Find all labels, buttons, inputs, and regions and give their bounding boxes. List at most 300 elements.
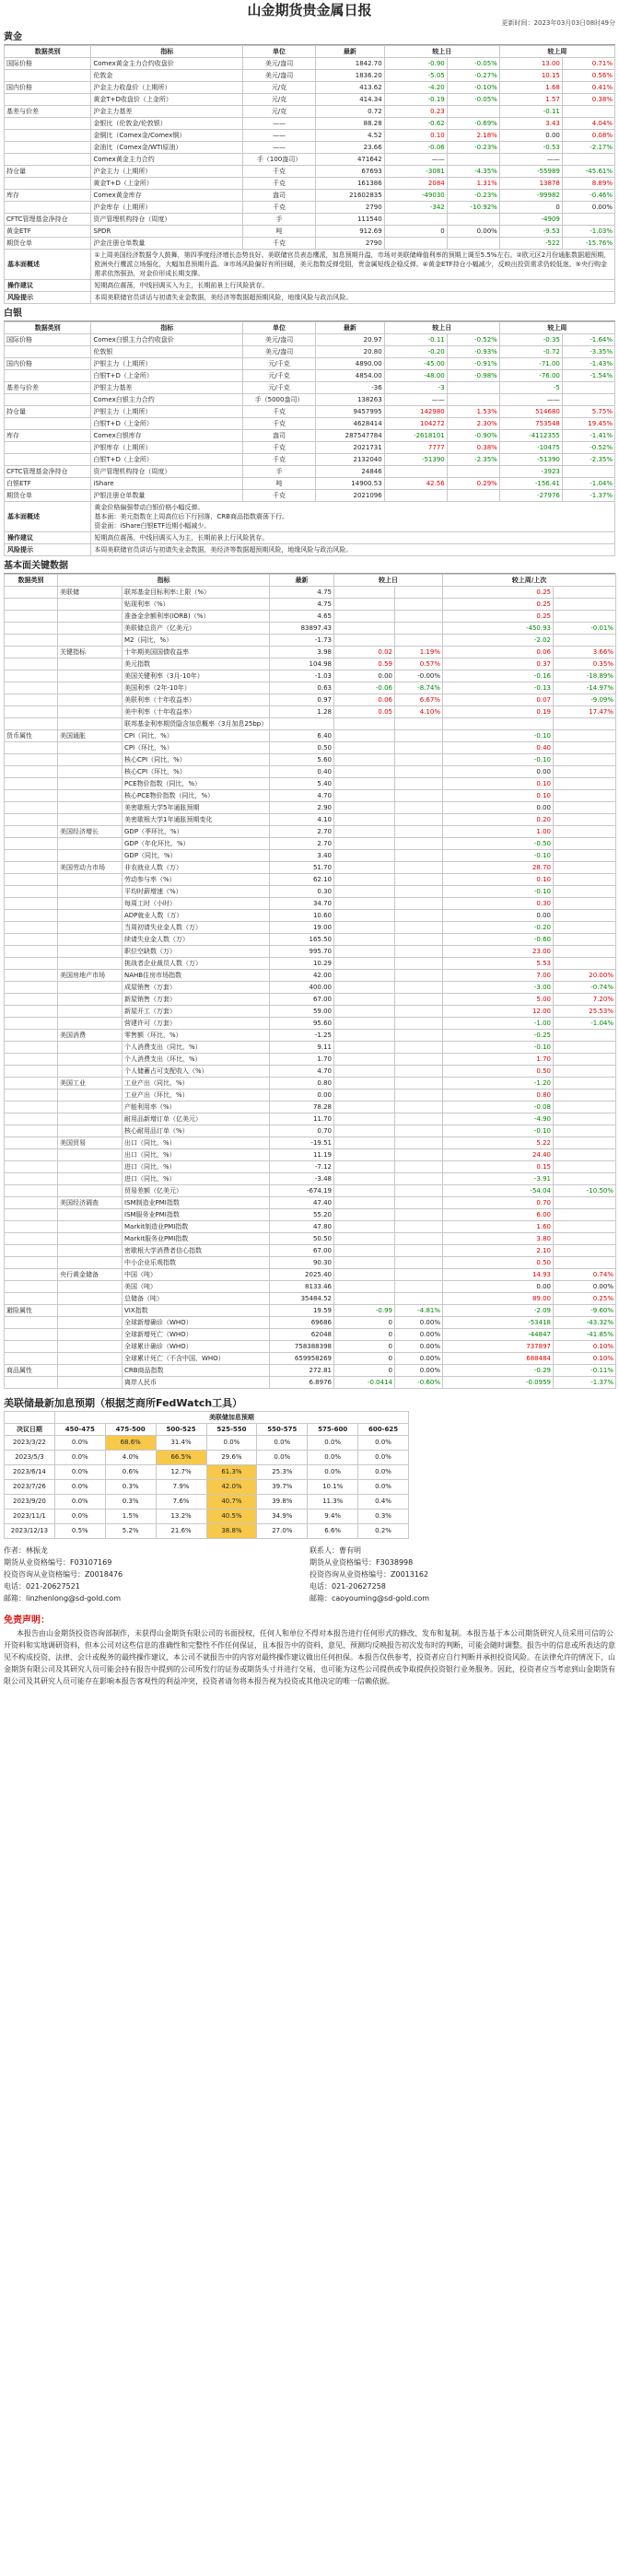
author-block xyxy=(4,1544,615,1604)
table-row xyxy=(5,1341,616,1353)
table-cell xyxy=(554,1209,616,1221)
table-cell xyxy=(395,862,443,874)
table-cell xyxy=(58,814,123,826)
table-cell xyxy=(554,1042,616,1054)
table-cell: 2.18% xyxy=(447,130,499,142)
table-cell: -1.03% xyxy=(562,226,614,238)
table-cell: -0.0959 xyxy=(443,1377,554,1389)
table-cell xyxy=(395,1293,443,1305)
table-cell: 3.66% xyxy=(554,647,616,659)
table-row xyxy=(5,970,616,982)
table-cell xyxy=(554,1245,616,1257)
table-cell: 0.00% xyxy=(554,1281,616,1293)
table-cell xyxy=(395,802,443,814)
table-cell: 0.00 xyxy=(443,802,554,814)
table-cell xyxy=(58,1149,123,1161)
table-cell: 白银T+D（上金所） xyxy=(91,454,243,466)
table-cell xyxy=(554,1233,616,1245)
table-cell xyxy=(384,238,447,250)
table-cell xyxy=(395,718,443,730)
disclaimer-title: 免责声明： xyxy=(4,1615,50,1626)
table-row xyxy=(5,70,615,82)
table-cell: 7777 xyxy=(384,442,447,454)
table-cell xyxy=(5,142,91,154)
table-cell: -5.05 xyxy=(384,70,447,82)
table-cell: 13.00 xyxy=(499,58,562,70)
table-row xyxy=(5,1137,616,1149)
table-cell: 1.70 xyxy=(270,1054,334,1066)
table-cell xyxy=(5,754,58,766)
table-cell: 产能利用率（%） xyxy=(123,1102,270,1113)
table-cell: 7.20% xyxy=(554,994,616,1006)
table-cell xyxy=(334,730,395,742)
table-cell: 47.80 xyxy=(270,1221,334,1233)
table-cell: 美密歇根大学1年通胀预期变化 xyxy=(123,814,270,826)
table-cell xyxy=(554,635,616,647)
table-cell: 0.0% xyxy=(257,1436,308,1451)
table-cell xyxy=(58,754,123,766)
table-cell: 0.00% xyxy=(395,1353,443,1365)
table-cell: 新屋销售（万套） xyxy=(123,994,270,1006)
table-cell xyxy=(5,958,58,970)
table-cell xyxy=(58,599,123,611)
table-cell xyxy=(58,1293,123,1305)
table-cell xyxy=(554,958,616,970)
table-row xyxy=(5,623,616,635)
table-cell xyxy=(334,994,395,1006)
table-cell: -1.04% xyxy=(554,1018,616,1030)
table-cell: 4854.00 xyxy=(316,370,385,382)
table-cell: -0.11 xyxy=(384,334,447,346)
table-cell: 国内价格 xyxy=(5,82,91,94)
table-cell xyxy=(334,1113,395,1125)
silver-body xyxy=(5,334,615,502)
table-row xyxy=(5,802,616,814)
table-cell xyxy=(554,1054,616,1066)
table-cell xyxy=(58,1018,123,1030)
table-cell: -53418 xyxy=(443,1317,554,1329)
table-cell: 手（100盎司） xyxy=(243,154,316,166)
gold-summary-row xyxy=(5,250,615,280)
table-cell: 金油比（Comex金/WTI原油） xyxy=(91,142,243,154)
table-cell: CPI（环比，%） xyxy=(123,742,270,754)
table-cell: 0.50 xyxy=(443,1066,554,1078)
header-cell: 指标 xyxy=(91,46,243,58)
table-cell xyxy=(58,1042,123,1054)
table-cell xyxy=(395,1257,443,1269)
table-cell: 千克 xyxy=(243,418,316,430)
table-row xyxy=(5,718,616,730)
table-cell xyxy=(5,370,91,382)
table-cell xyxy=(58,958,123,970)
table-cell: 38.8% xyxy=(206,1524,257,1539)
table-cell xyxy=(5,647,58,659)
table-cell xyxy=(5,1161,58,1173)
table-cell: 0 xyxy=(334,1341,395,1353)
table-cell: 83897.43 xyxy=(270,623,334,635)
table-cell xyxy=(58,874,123,886)
table-row xyxy=(5,599,616,611)
table-row xyxy=(5,130,615,142)
table-cell: 0.05 xyxy=(334,706,395,718)
table-cell xyxy=(562,466,614,478)
table-cell: -51390 xyxy=(499,454,562,466)
table-cell: 11.3% xyxy=(308,1495,358,1509)
table-cell xyxy=(58,1173,123,1185)
table-cell xyxy=(58,670,123,682)
table-cell: 50.50 xyxy=(270,1233,334,1245)
table-cell xyxy=(58,742,123,754)
table-cell xyxy=(58,802,123,814)
table-cell: 0.3% xyxy=(105,1495,156,1509)
table-cell: -3.35% xyxy=(562,346,614,358)
silver-risk-row xyxy=(5,544,615,556)
table-cell: 0.0% xyxy=(54,1509,105,1524)
table-cell: 全球累计死亡（不含中国，WHO） xyxy=(123,1353,270,1365)
table-cell xyxy=(554,1257,616,1269)
table-cell: -3.00 xyxy=(443,982,554,994)
table-cell xyxy=(334,934,395,946)
table-cell: 4.52 xyxy=(316,130,385,142)
table-cell: 51.70 xyxy=(270,862,334,874)
table-cell: 美联利率（十年收益率） xyxy=(123,694,270,706)
table-cell xyxy=(334,1221,395,1233)
table-cell: 核心CPI（同比，%） xyxy=(123,754,270,766)
table-cell xyxy=(554,886,616,898)
table-cell xyxy=(5,587,58,599)
table-cell xyxy=(58,790,123,802)
table-cell xyxy=(554,1125,616,1137)
table-cell: 期货仓单 xyxy=(5,490,91,502)
table-cell xyxy=(395,778,443,790)
table-cell: -1.20 xyxy=(443,1078,554,1090)
table-cell: -5 xyxy=(499,382,562,394)
table-cell xyxy=(5,1090,58,1102)
author-line: 期货从业资格编号：F03107169 xyxy=(4,1558,112,1567)
table-cell xyxy=(384,214,447,226)
table-cell: 0.07 xyxy=(443,694,554,706)
table-cell: 0.08% xyxy=(562,130,614,142)
table-cell: 美元/盎司 xyxy=(243,58,316,70)
table-cell xyxy=(395,754,443,766)
table-cell: 美联储总资产（亿美元） xyxy=(123,623,270,635)
table-cell: 0.57% xyxy=(395,659,443,670)
table-cell xyxy=(5,394,91,406)
table-cell xyxy=(554,1173,616,1185)
table-cell xyxy=(334,970,395,982)
table-cell xyxy=(5,862,58,874)
table-cell: 25.53% xyxy=(554,1006,616,1018)
table-cell: 国际价格 xyxy=(5,58,91,70)
table-cell: 核心PCE物价指数（同比，%） xyxy=(123,790,270,802)
table-cell xyxy=(5,599,58,611)
table-cell: 0.15 xyxy=(443,1161,554,1173)
table-cell xyxy=(334,742,395,754)
table-cell xyxy=(5,442,91,454)
table-cell: 0.0% xyxy=(308,1451,358,1465)
table-cell: 400.00 xyxy=(270,982,334,994)
table-cell xyxy=(5,1173,58,1185)
table-cell xyxy=(5,682,58,694)
table-cell: 美国贸易 xyxy=(58,1137,123,1149)
table-row xyxy=(5,406,615,418)
table-cell xyxy=(554,874,616,886)
author-line: 投资咨询从业资格编号：Z0013162 xyxy=(310,1570,429,1579)
table-cell: 1.31% xyxy=(447,178,499,190)
table-cell xyxy=(5,1054,58,1066)
silver-strategy-row xyxy=(5,532,615,544)
table-cell xyxy=(447,394,499,406)
gold-risk-row xyxy=(5,292,615,304)
table-cell xyxy=(58,994,123,1006)
table-row xyxy=(5,394,615,406)
table-cell: -9.53 xyxy=(499,226,562,238)
table-cell xyxy=(443,718,554,730)
table-row xyxy=(5,1030,616,1042)
table-cell xyxy=(447,238,499,250)
table-cell: 沪金库存（上期所） xyxy=(91,202,243,214)
table-cell: -19.51 xyxy=(270,1137,334,1149)
table-cell: 42.0% xyxy=(206,1480,257,1495)
table-cell: 8.89% xyxy=(562,178,614,190)
table-cell xyxy=(395,1042,443,1054)
table-cell xyxy=(334,1233,395,1245)
table-cell: 0.0% xyxy=(308,1465,358,1480)
fund-section-title: 基本面关键数据 xyxy=(4,560,615,574)
table-cell xyxy=(334,611,395,623)
gold-section-title: 黄金 xyxy=(4,31,615,45)
table-cell: -342 xyxy=(384,202,447,214)
table-cell xyxy=(554,862,616,874)
table-cell xyxy=(334,838,395,850)
table-cell: 0.40 xyxy=(270,766,334,778)
table-cell: 287547784 xyxy=(316,430,385,442)
table-cell: 0.00% xyxy=(562,202,614,214)
table-cell xyxy=(5,1042,58,1054)
table-cell: 1.70 xyxy=(443,1054,554,1066)
table-cell: 10.1% xyxy=(308,1480,358,1495)
table-cell: 千克 xyxy=(243,202,316,214)
table-cell: 0.23 xyxy=(384,106,447,118)
table-cell xyxy=(58,1054,123,1066)
table-cell xyxy=(334,1281,395,1293)
table-cell: ISM服务业PMI指数 xyxy=(123,1209,270,1221)
table-cell xyxy=(5,1281,58,1293)
table-cell xyxy=(395,1006,443,1018)
table-row xyxy=(5,1209,616,1221)
table-cell: 全球新增死亡（WHO） xyxy=(123,1329,270,1341)
table-cell: 0.25 xyxy=(443,599,554,611)
table-cell: Comex黄金主力合约 xyxy=(91,154,243,166)
table-cell: 手（5000盎司） xyxy=(243,394,316,406)
table-cell: 持仓量 xyxy=(5,166,91,178)
header-cell: 数据类别 xyxy=(5,46,91,58)
table-cell: -1.37% xyxy=(562,490,614,502)
header-cell: 最新 xyxy=(316,322,385,334)
table-cell xyxy=(395,1221,443,1233)
table-cell: 0.25 xyxy=(443,611,554,623)
table-cell: 24.40 xyxy=(443,1149,554,1161)
table-cell: 104272 xyxy=(384,418,447,430)
table-row xyxy=(5,346,615,358)
table-cell: -1.64% xyxy=(562,334,614,346)
table-cell: 67693 xyxy=(316,166,385,178)
table-row xyxy=(5,934,616,946)
table-cell: 2084 xyxy=(384,178,447,190)
table-cell xyxy=(58,694,123,706)
table-cell: -0.93% xyxy=(447,346,499,358)
table-cell: 78.28 xyxy=(270,1102,334,1113)
table-cell: GDP（季环比，%） xyxy=(123,826,270,838)
table-cell: —— xyxy=(243,118,316,130)
table-cell xyxy=(58,1006,123,1018)
table-cell: 2790 xyxy=(316,238,385,250)
table-cell xyxy=(5,982,58,994)
table-row xyxy=(5,850,616,862)
table-cell: 0.00 xyxy=(443,766,554,778)
table-row xyxy=(5,1090,616,1102)
header-cell: 550-575 xyxy=(257,1424,308,1436)
table-cell: 0.0% xyxy=(54,1436,105,1451)
table-cell: -48.00 xyxy=(384,370,447,382)
table-cell: 0.71% xyxy=(562,58,614,70)
table-cell xyxy=(58,706,123,718)
gold-body xyxy=(5,58,615,250)
table-cell: -522 xyxy=(499,238,562,250)
table-cell xyxy=(5,118,91,130)
table-cell xyxy=(334,886,395,898)
table-cell: 61.3% xyxy=(206,1465,257,1480)
table-cell: 0.25 xyxy=(443,587,554,599)
table-cell: 4.10% xyxy=(395,706,443,718)
table-cell: VIX指数 xyxy=(123,1305,270,1317)
table-cell: -0.01% xyxy=(554,623,616,635)
table-cell xyxy=(58,659,123,670)
table-cell xyxy=(334,1018,395,1030)
table-cell: -10475 xyxy=(499,442,562,454)
table-cell: 0.20 xyxy=(443,814,554,826)
table-row xyxy=(5,587,616,599)
header-cell: 较上日 xyxy=(384,46,499,58)
table-cell: 美国通胀 xyxy=(58,730,123,742)
table-cell: 库存 xyxy=(5,190,91,202)
table-cell xyxy=(5,718,58,730)
table-row xyxy=(5,1018,616,1030)
gold-strategy-row xyxy=(5,280,615,292)
table-row xyxy=(5,430,615,442)
header-cell: 600-625 xyxy=(358,1424,409,1436)
table-cell: 金铜比（Comex金/Comex铜） xyxy=(91,130,243,142)
table-cell: 0.02 xyxy=(334,647,395,659)
table-cell: 沪银主力（上期所） xyxy=(91,406,243,418)
table-cell xyxy=(395,886,443,898)
table-cell: -2.35% xyxy=(562,454,614,466)
header-cell: 单位 xyxy=(243,46,316,58)
table-cell xyxy=(334,587,395,599)
table-cell xyxy=(58,1341,123,1353)
table-cell xyxy=(554,766,616,778)
table-cell xyxy=(58,766,123,778)
table-row xyxy=(5,1377,616,1389)
table-cell: 工业产出（同比，%） xyxy=(123,1078,270,1090)
table-cell xyxy=(395,1090,443,1102)
table-cell xyxy=(5,1197,58,1209)
table-cell xyxy=(395,623,443,635)
table-cell: 17.47% xyxy=(554,706,616,718)
table-cell: -36 xyxy=(316,382,385,394)
table-cell: CFTC管理基金净持仓 xyxy=(5,466,91,478)
table-cell: 47.40 xyxy=(270,1197,334,1209)
table-cell: 4.0% xyxy=(105,1451,156,1465)
table-cell: 美元指数 xyxy=(123,659,270,670)
table-cell xyxy=(58,922,123,934)
table-cell: -10.92% xyxy=(447,202,499,214)
table-cell xyxy=(395,1018,443,1030)
table-cell: -450.93 xyxy=(443,623,554,635)
table-cell: 总储备（吨） xyxy=(123,1293,270,1305)
table-cell: 千克 xyxy=(243,406,316,418)
table-cell: 0.06 xyxy=(443,647,554,659)
table-cell: 0.30 xyxy=(443,898,554,910)
table-cell: 62.10 xyxy=(270,874,334,886)
table-row xyxy=(5,694,616,706)
table-cell xyxy=(447,382,499,394)
table-cell: 514680 xyxy=(499,406,562,418)
table-cell: 4.65 xyxy=(270,611,334,623)
table-cell xyxy=(5,178,91,190)
silver-summary-row xyxy=(5,502,615,532)
table-cell: -674.19 xyxy=(270,1185,334,1197)
table-cell: 19.59 xyxy=(270,1305,334,1317)
table-cell: 沪金主力（上期所） xyxy=(91,166,243,178)
table-cell: 美国利率（2年-10年） xyxy=(123,682,270,694)
table-cell: 零售额（环比，%） xyxy=(123,1030,270,1042)
table-cell: 美国经济调查 xyxy=(58,1197,123,1209)
table-cell xyxy=(58,623,123,635)
table-cell xyxy=(58,1161,123,1173)
table-cell xyxy=(554,1137,616,1149)
table-cell: 美国劳动力市场 xyxy=(58,862,123,874)
table-cell: -18.89% xyxy=(554,670,616,682)
table-cell xyxy=(5,154,91,166)
table-row xyxy=(5,611,616,623)
header-cell: 单位 xyxy=(243,322,316,334)
table-cell: 千克 xyxy=(243,490,316,502)
table-cell: 1.00 xyxy=(443,826,554,838)
table-cell: —— xyxy=(499,154,562,166)
table-cell: 资产管理机构持仓（周度） xyxy=(91,214,243,226)
table-cell xyxy=(334,1185,395,1197)
table-cell: 12.7% xyxy=(156,1465,206,1480)
table-cell xyxy=(5,1329,58,1341)
table-cell xyxy=(562,214,614,226)
table-cell xyxy=(334,790,395,802)
table-cell: 28.70 xyxy=(443,862,554,874)
table-row xyxy=(5,1293,616,1305)
table-cell xyxy=(5,70,91,82)
table-cell: —— xyxy=(243,130,316,142)
table-cell: 413.62 xyxy=(316,82,385,94)
table-cell: -10.50% xyxy=(554,1185,616,1197)
table-cell: 0.38% xyxy=(447,442,499,454)
table-cell: 39.8% xyxy=(257,1495,308,1509)
table-cell: 0.00% xyxy=(395,1341,443,1353)
table-cell: 0.0% xyxy=(54,1480,105,1495)
table-cell: 非农就业人数（万） xyxy=(123,862,270,874)
summary-label: 基本面概述 xyxy=(5,502,91,532)
header-cell: 较上周/上次 xyxy=(443,575,616,587)
table-cell: 0.5% xyxy=(54,1524,105,1539)
